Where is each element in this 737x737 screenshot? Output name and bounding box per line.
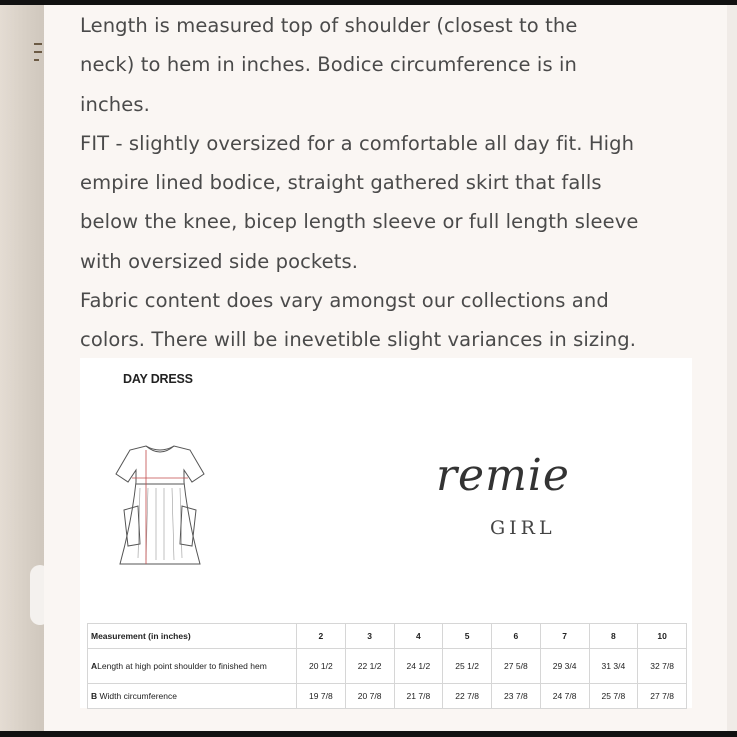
table-cell: 31 3/4 [589, 649, 638, 684]
table-row [88, 649, 687, 684]
description-line: neck) to hem in inches. Bodice circumference is in [80, 53, 577, 77]
table-cell: 32 7/8 [638, 649, 687, 684]
table-cell: 22 7/8 [443, 684, 492, 709]
description-line: Length is measured top of shoulder (closest to the [80, 14, 578, 37]
description-line: below the knee, bicep length sleeve or full length sleeve [80, 210, 639, 234]
size-column-header: 7 [540, 624, 589, 649]
size-column-header: 3 [345, 624, 394, 649]
size-column-header: 6 [492, 624, 541, 649]
size-column-header: 5 [443, 624, 492, 649]
brand-logo-sub: GIRL [490, 517, 556, 539]
table-cell: 21 7/8 [394, 684, 443, 709]
row-letter: A [91, 661, 98, 671]
row-label-text: Length at high point shoulder to finished hem [97, 661, 267, 671]
table-cell: 22 1/2 [345, 649, 394, 684]
description-line: Fabric content does vary amongst our collections and [80, 289, 609, 313]
table-cell: 19 7/8 [297, 684, 346, 709]
description-line: FIT - slightly oversized for a comfortable all day fit. High [80, 131, 635, 155]
row-label [88, 684, 297, 709]
table-cell: 27 7/8 [638, 684, 687, 709]
left-edge-photo [0, 5, 44, 731]
right-edge [727, 5, 737, 731]
edge-mark [34, 59, 39, 61]
table-cell: 20 1/2 [297, 649, 346, 684]
row-label [88, 649, 297, 684]
size-column-header: 2 [297, 624, 346, 649]
size-table [87, 623, 687, 709]
size-column-header: 10 [638, 624, 687, 649]
description-line: inches. [80, 92, 150, 116]
table-cell: 29 3/4 [540, 649, 589, 684]
row-letter: B [91, 691, 98, 701]
size-chart-title: DAY DRESS [123, 372, 193, 386]
row-label-text: Width circumference [99, 691, 177, 701]
table-cell: 25 7/8 [589, 684, 638, 709]
description-line: empire lined bodice, straight gathered skirt that falls [80, 171, 602, 195]
size-column-header: 8 [589, 624, 638, 649]
table-cell: 23 7/8 [492, 684, 541, 709]
size-table-header-row [88, 624, 687, 649]
table-cell: 25 1/2 [443, 649, 492, 684]
table-cell: 24 7/8 [540, 684, 589, 709]
table-cell: 20 7/8 [345, 684, 394, 709]
size-table-header-label: Measurement (in inches) [88, 624, 297, 649]
table-cell: 27 5/8 [492, 649, 541, 684]
size-chart-image [80, 358, 692, 708]
table-row [88, 684, 687, 709]
description-line: with oversized side pockets. [80, 249, 359, 273]
edge-mark [34, 43, 42, 45]
edge-mark [34, 51, 42, 53]
dress-sketch-icon [110, 440, 210, 570]
brand-logo-script: remie [436, 450, 570, 501]
product-description [80, 6, 710, 360]
table-cell: 24 1/2 [394, 649, 443, 684]
description-line: colors. There will be inevetible slight variances in sizing. [80, 328, 636, 352]
bottom-border [0, 731, 737, 737]
size-column-header: 4 [394, 624, 443, 649]
